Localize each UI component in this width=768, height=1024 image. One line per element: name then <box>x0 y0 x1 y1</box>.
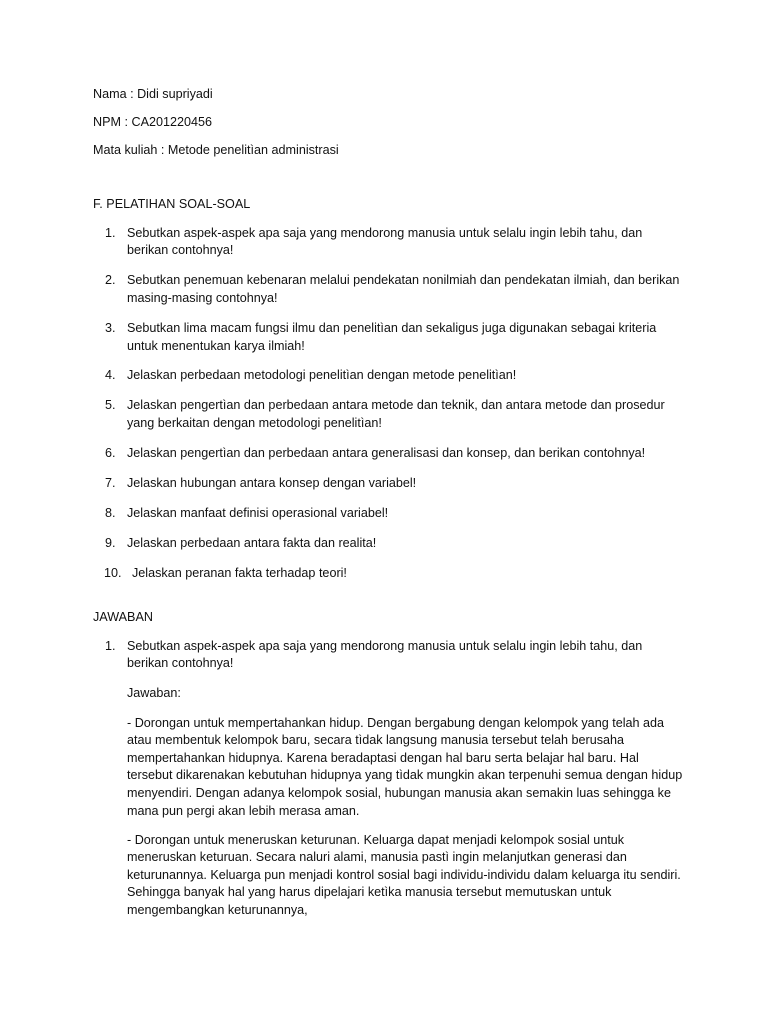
exercise-heading: F. PELATIHAN SOAL-SOAL <box>93 196 251 211</box>
question-number: 8. <box>105 506 116 521</box>
question-text: Jelaskan manfaat definisi operasional variabel! <box>127 506 389 521</box>
answers-heading: JAWABAN <box>93 609 153 624</box>
document-page <box>93 86 683 920</box>
answer-number: 1. <box>105 638 116 653</box>
question-number: 10. <box>104 565 122 580</box>
question-item <box>93 445 683 463</box>
question-item <box>93 397 683 432</box>
question-item <box>93 475 683 493</box>
answer-item <box>93 638 683 920</box>
question-text: Jelaskan perbedaan metodologi penelitìan dengan metode penelitìan! <box>127 368 517 383</box>
question-item <box>93 225 683 260</box>
question-text: Jelaskan pengertìan dan perbedaan antara generalisasi dan konsep, dan berikan contohnya! <box>127 446 646 461</box>
question-item <box>93 505 683 523</box>
question-number: 5. <box>105 398 116 413</box>
answer-paragraph: - Dorongan untuk mempertahankan hidup. Dengan bergabung dengan kelompok yang telah ada atau membentuk kelompok baru, secara tìdak langsung manusia tersebut telah berusaha mempertahankan hidupnya. Karena beradaptasi dengan hal baru serta belajar hal baru. Hal tersebut dikarenakan kebutuhan hidupnya yang tìdak mungkin akan terpenuhi semua dengan hidup menyendiri. Dengan adanya kelompok sosial, hubungan manusia akan semakin luas sehingga ke mana pun pergi akan lebih merasa aman. <box>127 715 683 818</box>
question-item <box>93 535 683 553</box>
question-text: Sebutkan aspek-aspek apa saja yang mendorong manusia untuk selalu ingin lebih tahu, dan berikan contohnya! <box>127 225 643 258</box>
answer-question-text: Sebutkan aspek-aspek apa saja yang mendorong manusia untuk selalu ingin lebih tahu, dan berikan contohnya! <box>127 638 643 671</box>
question-item <box>93 320 683 355</box>
question-number: 2. <box>105 273 116 288</box>
question-number: 6. <box>105 446 116 461</box>
question-number: 3. <box>105 320 116 335</box>
question-text: Sebutkan lima macam fungsi ilmu dan penelitìan dan sekaligus juga digunakan sebagai kriteria untuk menentukan karya ilmiah! <box>127 320 657 353</box>
question-text: Jelaskan pengertìan dan perbedaan antara metode dan teknik, dan antara metode dan prosedur yang berkaitan dengan metodologi penelitìan! <box>127 398 665 431</box>
question-item <box>93 565 683 583</box>
question-text: Jelaskan hubungan antara konsep dengan variabel! <box>127 476 417 491</box>
question-number: 4. <box>105 368 116 383</box>
question-item <box>93 272 683 307</box>
question-list <box>93 225 683 583</box>
question-number: 9. <box>105 536 116 550</box>
question-text: Jelaskan perbedaan antara fakta dan realita! <box>127 536 377 550</box>
question-text: Jelaskan peranan fakta terhadap teori! <box>132 565 347 580</box>
question-number: 1. <box>105 225 116 240</box>
question-text: Sebutkan penemuan kebenaran melalui pendekatan nonilmiah dan pendekatan ilmiah, dan berikan masing-masing contohnya! <box>127 273 680 305</box>
student-npm: NPM : CA201220456 <box>93 114 213 129</box>
question-item <box>93 367 683 385</box>
question-number: 7. <box>105 476 116 491</box>
answer-label: Jawaban: <box>127 686 181 701</box>
student-name: Nama : Didi supriyadi <box>93 87 213 101</box>
answer-paragraph: - Dorongan untuk meneruskan keturunan. Keluarga dapat menjadi kelompok sosial untuk meneruskan keturuan. Secara naluri alami, manusia pastì ingin melanjutkan generasi dan keturunannya. Keluarga pun menjadi kontrol sosial bagi individu-individu dalam keluarga itu sendiri. Sehingga banyak hal yang harus dipelajari ketìka manusia tersebut memutuskan untuk mengembangkan keturunannya, <box>127 832 681 918</box>
course-name: Mata kuliah : Metode penelitìan administrasi <box>93 142 339 157</box>
